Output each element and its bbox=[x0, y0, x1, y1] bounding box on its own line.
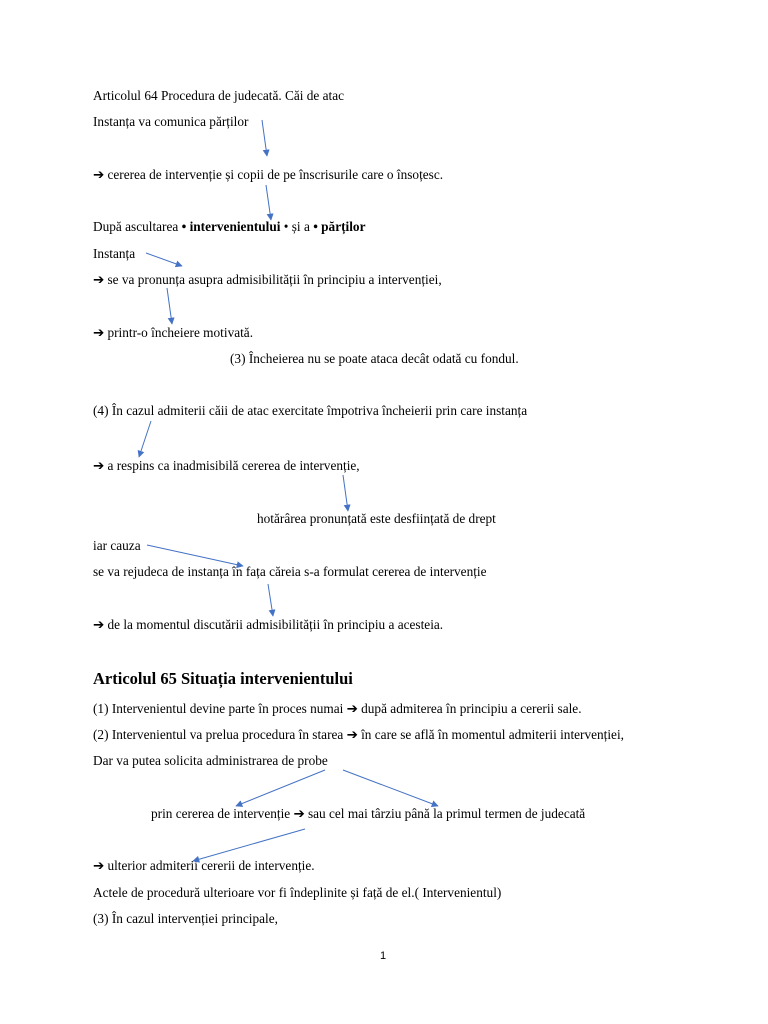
arrow-connector bbox=[262, 120, 267, 156]
text-line: iar cauza bbox=[93, 538, 141, 553]
page-number: 1 bbox=[380, 950, 387, 962]
text-line: ➔ ulterior admiterii cererii de intervenție. bbox=[93, 858, 315, 873]
article-65-title: Articolul 65 Situația intervenientului bbox=[93, 669, 353, 688]
text-line: Instanța bbox=[93, 246, 136, 261]
text-line: ➔ cererea de intervenție și copii de pe înscrisurile care o însoțesc. bbox=[93, 167, 444, 182]
text-line: se va rejudeca de instanța în fața căreia s-a formulat cererea de intervenție bbox=[93, 564, 487, 579]
arrow-connector bbox=[139, 421, 151, 457]
arrow-connector bbox=[193, 829, 305, 861]
text-line: Dar va putea solicita administrarea de probe bbox=[93, 753, 328, 768]
text-line: (3) În cazul intervenției principale, bbox=[93, 911, 278, 926]
arrow-connector bbox=[147, 545, 243, 566]
arrow-connector bbox=[268, 584, 273, 616]
text-line: ➔ se va pronunța asupra admisibilității în principiu a intervenției, bbox=[93, 272, 442, 287]
arrow-connector bbox=[266, 185, 271, 220]
text-segment: După ascultarea bbox=[93, 219, 182, 234]
arrow-connector bbox=[343, 475, 348, 511]
text-line: ➔ de la momentul discutării admisibilității în principiu a acesteia. bbox=[93, 617, 444, 632]
text-line: (3) Încheierea nu se poate ataca decât odată cu fondul. bbox=[230, 351, 519, 366]
arrow-connector bbox=[167, 288, 172, 324]
arrow-connector bbox=[146, 253, 182, 266]
text-line: (2) Intervenientul va prelua procedura în starea ➔ în care se află în momentul admiterii intervenției, bbox=[93, 727, 624, 742]
text-line bbox=[93, 219, 365, 235]
text-line: Instanța va comunica părților bbox=[93, 114, 249, 129]
text-line: (4) În cazul admiterii căii de atac exercitate împotriva încheierii prin care instanța bbox=[93, 403, 528, 418]
text-line: ➔ a respins ca inadmisibilă cererea de intervenție, bbox=[93, 458, 360, 473]
text-line: hotărârea pronunțată este desființată de drept bbox=[257, 511, 496, 526]
bold-term: • intervenientului bbox=[181, 219, 281, 234]
arrow-connector bbox=[343, 770, 438, 806]
article-64-title: Articolul 64 Procedura de judecată. Căi de atac bbox=[93, 88, 345, 103]
text-line: Actele de procedură ulterioare vor fi îndeplinite și față de el.( Intervenientul) bbox=[93, 885, 502, 900]
bold-term: • părților bbox=[313, 219, 366, 234]
text-line: prin cererea de intervenție ➔ sau cel mai târziu până la primul termen de judecată bbox=[151, 806, 586, 821]
text-line: (1) Intervenientul devine parte în proces numai ➔ după admiterea în principiu a cererii sale. bbox=[93, 701, 582, 716]
arrow-connector bbox=[236, 770, 325, 806]
text-line: ➔ printr-o încheiere motivată. bbox=[93, 325, 254, 340]
text-segment: • și a bbox=[280, 219, 314, 234]
